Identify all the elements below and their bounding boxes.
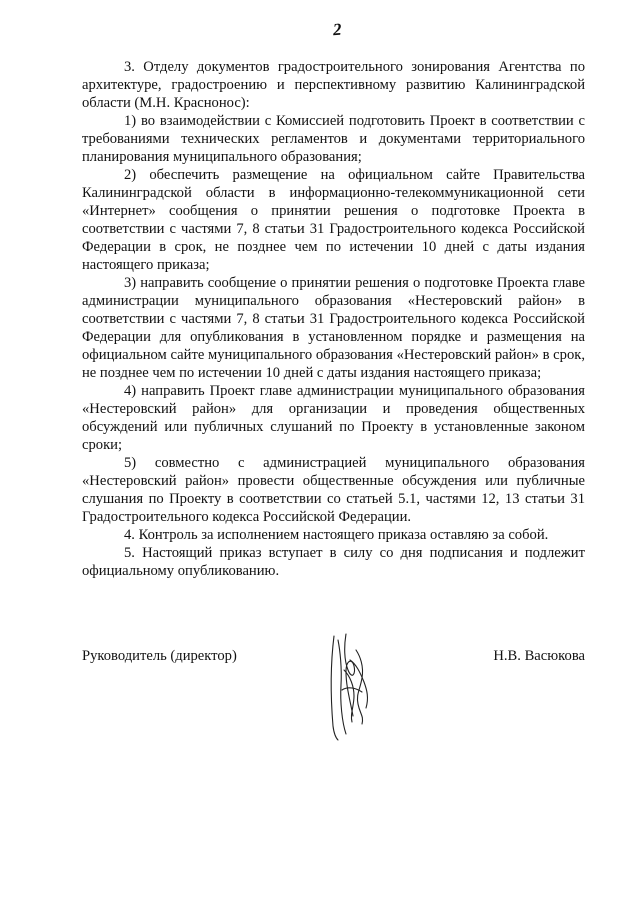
signer-position: Руководитель (директор): [82, 648, 237, 664]
signature-block: [82, 648, 585, 738]
paragraph-item-3-intro: 3. Отделу документов градостроительного зонирования Агентства по архитектуре, градостроению и перспективному развитию Калининградской области (М.Н. Краснонос):: [82, 59, 585, 111]
signer-name: Н.В. Васюкова: [493, 648, 585, 664]
handwritten-signature: [320, 630, 380, 742]
paragraph-item-5: 5. Настоящий приказ вступает в силу со дня подписания и подлежит официальному опубликованию.: [82, 545, 585, 579]
page-number: 2: [332, 19, 343, 40]
document-body: [82, 58, 585, 580]
paragraph-subitem-1: 1) во взаимодействии с Комиссией подготовить Проект в соответствии с требованиями технических регламентов и документами территориального планирования муниципального образования;: [82, 113, 585, 165]
paragraph-subitem-2: 2) обеспечить размещение на официальном сайте Правительства Калининградской области в информационно-телекоммуникационной сети «Интернет» сообщения о принятии решения о подготовке Проекта в соответствии с частями 7, 8 статьи 31 Градостроительного кодекса Российской Федерации в срок, не позднее чем по истечении 10 дней с даты издания настоящего приказа;: [82, 167, 585, 273]
paragraph-subitem-3: 3) направить сообщение о принятии решения о подготовке Проекта главе администрации муниципального образования «Нестеровский район» в соответствии с частями 7, 8 статьи 31 Градостроительного кодекса Российской Федерации для опубликования в установленном порядке и размещения на официальном сайте муниципального образования «Нестеровский район» в срок, не позднее чем по истечении 10 дней с даты издания настоящего приказа;: [82, 275, 585, 381]
paragraph-item-4: 4. Контроль за исполнением настоящего приказа оставляю за собой.: [124, 527, 549, 543]
paragraph-subitem-4: 4) направить Проект главе администрации муниципального образования «Нестеровский район» для организации и проведения общественных обсуждений или публичных слушаний по Проекту в установленные законом сроки;: [82, 383, 585, 453]
paragraph-subitem-5: 5) совместно с администрацией муниципального образования «Нестеровский район» провести общественные обсуждения или публичные слушания по Проекту в соответствии со статьей 5.1, частями 12, 13 статьи 31 Градостроительного кодекса Российской Федерации.: [82, 455, 585, 525]
